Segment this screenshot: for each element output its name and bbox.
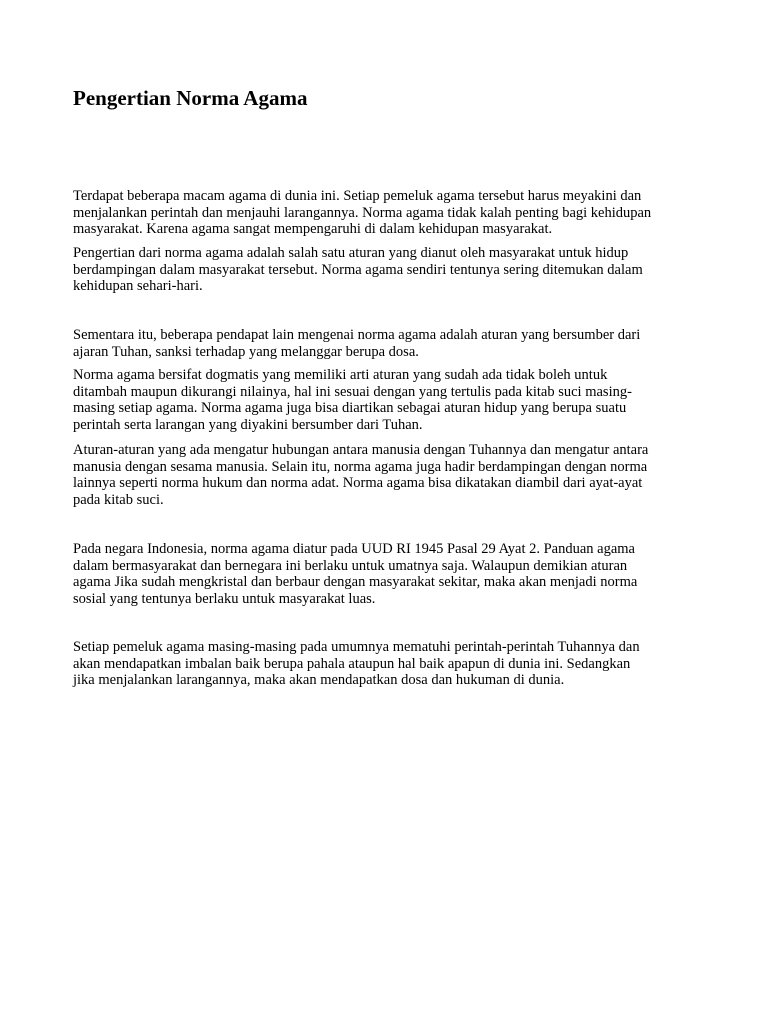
text-line: berdampingan dalam masyarakat tersebut. Norma agama sendiri tentunya sering ditemukan dalam bbox=[73, 261, 643, 278]
text-line: ajaran Tuhan, sanksi terhadap yang melanggar berupa dosa. bbox=[73, 343, 419, 360]
text-line: Pada negara Indonesia, norma agama diatur pada UUD RI 1945 Pasal 29 Ayat 2. Panduan agama bbox=[73, 541, 635, 557]
text-line: Setiap pemeluk agama masing-masing pada umumnya mematuhi perintah-perintah Tuhannya dan bbox=[73, 639, 640, 655]
text-line: menjalankan perintah dan menjauhi larangannya. Norma agama tidak kalah penting bagi kehidupan bbox=[73, 204, 652, 221]
text-line: masing setiap agama. Norma agama juga bisa diartikan sebagai aturan hidup yang berupa suatu bbox=[73, 400, 627, 417]
page-title: Pengertian Norma Agama bbox=[73, 86, 308, 110]
text-line: agama Jika sudah mengkristal dan berbaur dengan masyarakat sekitar, maka akan menjadi norma bbox=[73, 574, 638, 591]
paragraph-6 bbox=[73, 541, 637, 608]
text-line: akan mendapatkan imbalan baik berupa pahala ataupun hal baik apapun di dunia ini. Sedangkan bbox=[73, 655, 631, 672]
text-line: jika menjalankan larangannya, maka akan mendapatkan dosa dan hukuman di dunia. bbox=[73, 672, 565, 689]
paragraph-3 bbox=[73, 327, 640, 360]
text-line: perintah serta larangan yang diyakini bersumber dari Tuhan. bbox=[73, 417, 423, 434]
text-line: Pengertian dari norma agama adalah salah satu aturan yang dianut oleh masyarakat untuk hidup bbox=[73, 245, 629, 261]
paragraph-5 bbox=[73, 442, 648, 509]
paragraph-4 bbox=[73, 367, 632, 434]
paragraph-1 bbox=[73, 188, 651, 238]
text-line: dalam bermasyarakat dan bernegara ini berlaku untuk umatnya saja. Walaupun demikian aturan bbox=[73, 557, 628, 574]
text-line: lainnya seperti norma hukum dan norma adat. Norma agama bisa dikatakan diambil dari ayat-ayat bbox=[73, 475, 643, 492]
text-line: kehidupan sehari-hari. bbox=[73, 278, 203, 295]
text-line: pada kitab suci. bbox=[73, 492, 164, 509]
text-line: ditambah maupun dikurangi nilainya, hal ini sesuai dengan yang tertulis pada kitab suci masing- bbox=[73, 383, 632, 400]
text-line: Aturan-aturan yang ada mengatur hubungan antara manusia dengan Tuhannya dan mengatur antara bbox=[73, 442, 649, 458]
paragraph-2 bbox=[73, 245, 643, 295]
text-line: Terdapat beberapa macam agama di dunia ini. Setiap pemeluk agama tersebut harus meyakini dan bbox=[73, 188, 642, 204]
text-line: sosial yang tentunya berlaku untuk masyarakat luas. bbox=[73, 591, 376, 608]
text-line: Sementara itu, beberapa pendapat lain mengenai norma agama adalah aturan yang bersumber dari bbox=[73, 327, 641, 343]
text-line: masyarakat. Karena agama sangat mempengaruhi di dalam kehidupan masyarakat. bbox=[73, 221, 553, 238]
text-line: Norma agama bersifat dogmatis yang memiliki arti aturan yang sudah ada tidak boleh untuk bbox=[73, 367, 608, 383]
text-line: manusia dengan sesama manusia. Selain itu, norma agama juga hadir berdampingan dengan norma bbox=[73, 458, 648, 475]
paragraph-7 bbox=[73, 639, 640, 689]
